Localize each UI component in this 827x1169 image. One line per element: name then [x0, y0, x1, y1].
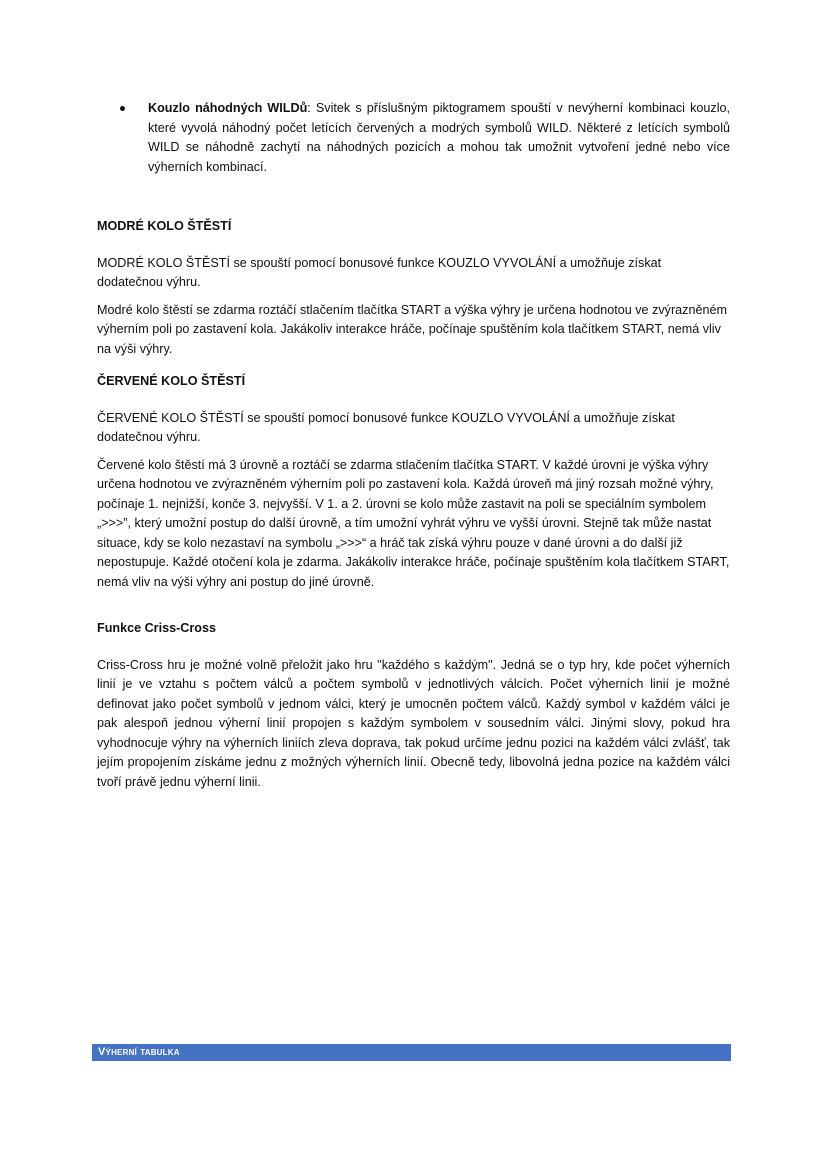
section-red-wheel	[97, 372, 730, 592]
paytable-heading-rest: ýherní tabulka	[105, 1046, 180, 1058]
paragraph-blue-wheel-intro: MODRÉ KOLO ŠTĚSTÍ se spouští pomocí bonusové funkce KOUZLO VYVOLÁNÍ a umožňuje získat dodatečnou výhru.	[97, 255, 662, 289]
section-blue-wheel	[97, 217, 730, 359]
bullet-term: Kouzlo náhodných WILDů	[148, 101, 308, 115]
bullet-dot-icon	[120, 106, 125, 111]
section-heading-criss-cross: Funkce Criss-Cross	[97, 621, 216, 635]
paragraph-red-wheel-intro: ČERVENÉ KOLO ŠTĚSTÍ se spouští pomocí bonusové funkce KOUZLO VYVOLÁNÍ a umožňuje získat dodatečnou výhru.	[97, 410, 675, 444]
bullet-paragraph	[148, 99, 730, 177]
section-criss-cross	[97, 619, 730, 792]
paytable-heading-initial: V	[98, 1046, 106, 1058]
paragraph-blue-wheel-detail: Modré kolo štěstí se zdarma roztáčí stlačením tlačítka START a výška výhry je určena hodnotou ve zvýrazněném výherním poli po zastavení kola. Jakákoliv interakce hráče, počínaje spuštěním kola tlačítkem START, nemá vliv na výši výhry.	[97, 302, 727, 356]
section-heading-blue-wheel: MODRÉ KOLO ŠTĚSTÍ	[97, 219, 232, 233]
bullet-description: : Svitek s příslušným piktogramem spouští v nevýherní kombinaci kouzlo, které vyvolá náhodný počet letících červených a modrých symbolů WILD. Některé z letících symbolů WILD se náhodně zachytí na náhodných pozicích a mohou tak umožnit vytvoření jedné nebo více výherních kombinací.	[148, 101, 730, 174]
section-heading-red-wheel: ČERVENÉ KOLO ŠTĚSTÍ	[97, 374, 246, 388]
paragraph-red-wheel-detail: Červené kolo štěstí má 3 úrovně a roztáčí se zdarma stlačením tlačítka START. V každé úrovni je výška výhry určena hodnotou ve zvýrazněném výherním poli po zastavení kola. Každá úroveň má jiný rozsah možné výhry, počínaje 1. nejnižší, konče 3. nejvyšší. V 1. a 2. úrovni se kolo může zastavit na poli se speciálním symbolem „>>>”, který umožní postup do další úrovně, a tím umožní vyhrát výhru ve vyšší úrovni. Stejně tak může nastat situace, kdy se kolo nezastaví na symbolu „>>>“ a hráč tak získá výhru pouze v dané úrovni a do další již nepostupuje. Každé otočení kola je zdarma. Jakákoliv interakce hráče, počínaje spuštěním kola tlačítkem START, nemá vliv na výši výhry ani postup do jiné úrovně.	[97, 457, 730, 589]
bullet-item-wild-spell	[120, 99, 730, 177]
paragraph-criss-cross: Criss-Cross hru je možné volně přeložit jako hru "každého s každým". Jedná se o typ hry, kde počet výherních linií je ve vztahu s počtem válců a počtem symbolů v jednotlivých válcích. Počet výherních linií je možné definovat jako počet symbolů v jednom válci, který je umocněn počtem válců. Každý symbol v každém válci je pak alespoň jednou výherní linií propojen s každým symbolem v sousedním válci. Jinými slovy, pokud hra vyhodnocuje výhry na výherních liniích zleva doprava, tak pokud určíme jednu pozici na každém válci zvlášť, tak jejím propojením získáme jednu z možných výherních linií. Obecně tedy, libovolná jedna pozice na každém válci tvoří právě jednu výherní linii.	[97, 657, 730, 789]
paytable-heading-bar	[92, 1044, 731, 1061]
